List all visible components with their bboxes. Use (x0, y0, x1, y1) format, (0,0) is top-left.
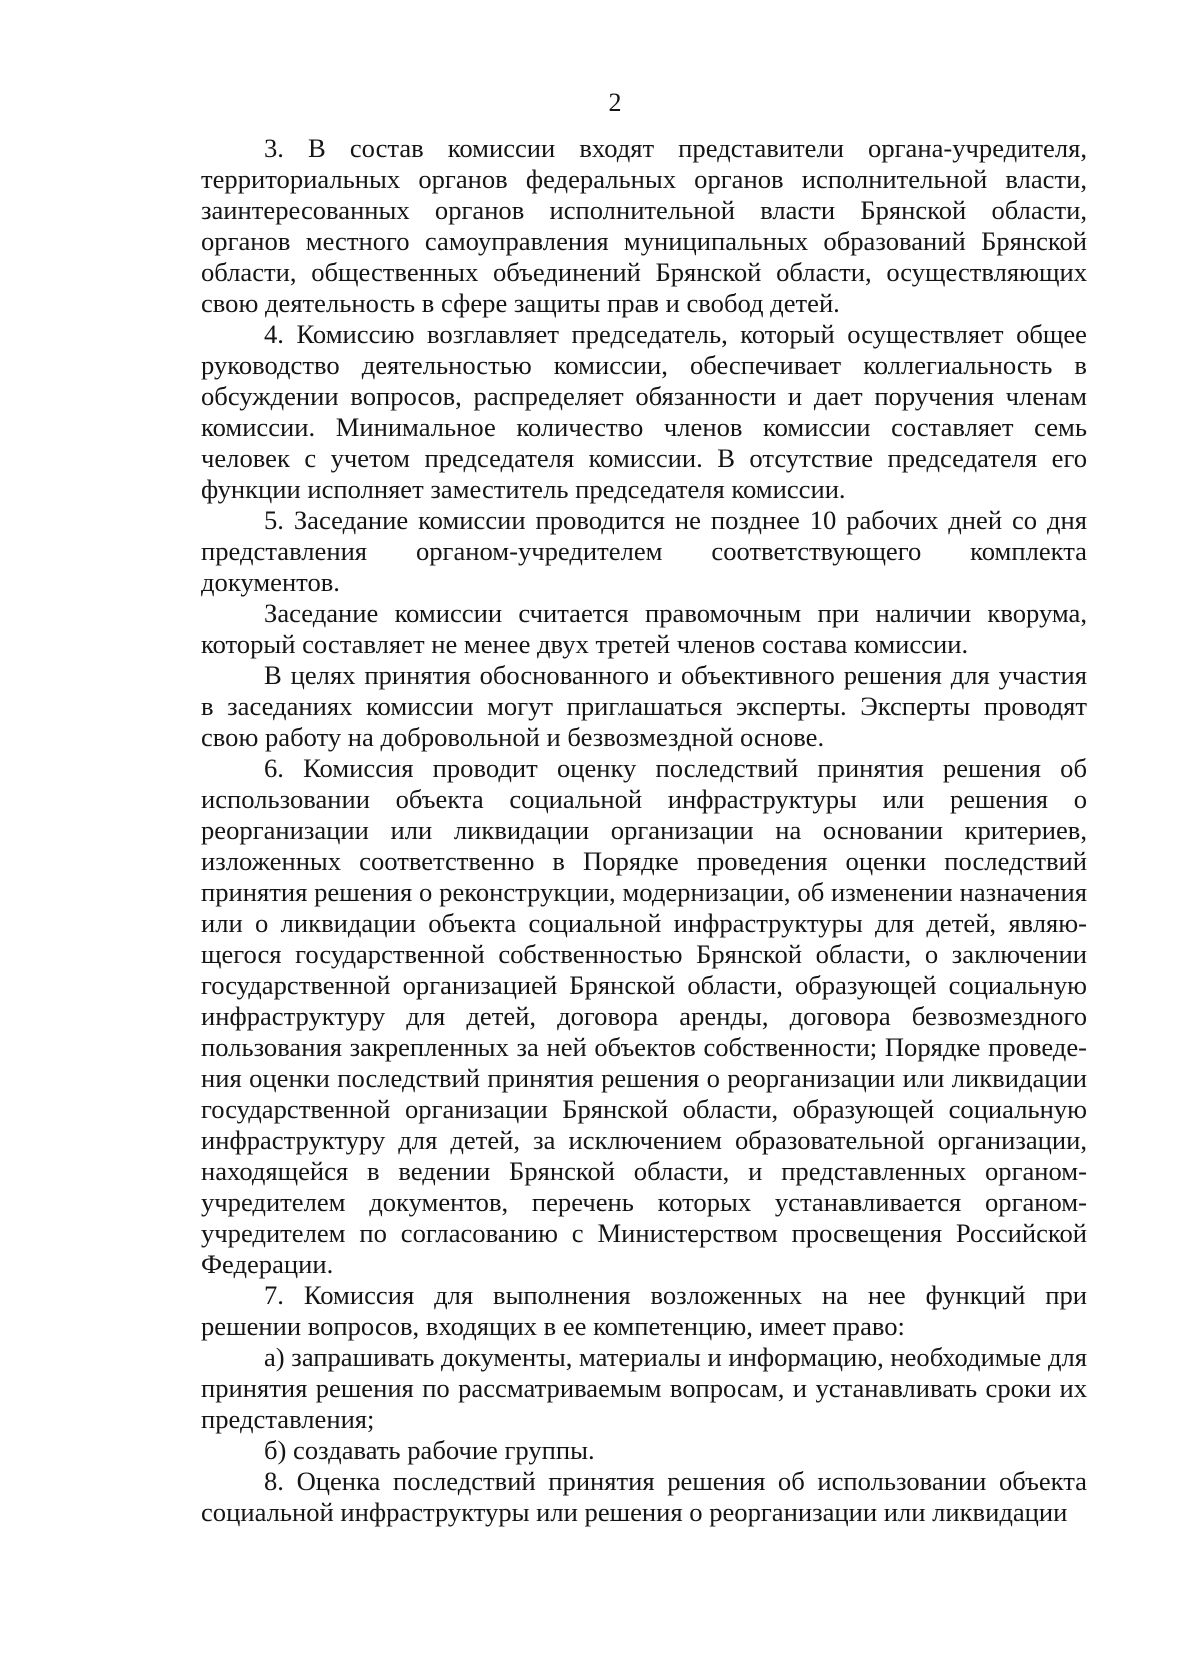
paragraph-5: 5. Заседание комиссии проводится не позднее 10 рабочих дней со дня представления органом-учредителем соответствующего комплекта документов. (201, 505, 1087, 597)
paragraph-7-a: а) запрашивать документы, материалы и информацию, необходимые для принятия решения по рассматриваемым вопросам, и устанавливать сроки их представления; (201, 1342, 1087, 1434)
paragraph-5-experts: В целях принятия обоснованного и объективного решения для участия в заседаниях комиссии могут приглашаться эксперты. Эксперты проводят свою работу на добровольной и безвозмездной основе. (201, 660, 1087, 752)
paragraph-3: 3. В состав комиссии входят представители органа-учредителя, территориальных органов федеральных органов исполнительной власти, заинтересованных органов исполнительной власти Брянской области, органов местного самоуправления муниципальных образований Брянской области, общественных объединений Брянской области, осуществляющих свою деятельность в сфере защиты прав и свобод детей. (201, 133, 1087, 318)
page-number: 2 (608, 88, 622, 117)
paragraph-4: 4. Комиссию возглавляет председатель, который осуществляет общее руководство деятельностью комиссии, обеспечивает коллегиальность в обсуждении вопросов, распределяет обязанности и дает поручения членам комиссии. Минимальное количество членов комиссии составляет семь человек с учетом председателя комиссии. В отсутствие председателя его функции исполняет заместитель председателя комиссии. (201, 319, 1087, 504)
paragraph-7-b: б) создавать рабочие группы. (264, 1435, 595, 1465)
paragraph-5-quorum: Заседание комиссии считается правомочным при наличии кворума, который составляет не менее двух третей членов состава комиссии. (201, 598, 1087, 659)
paragraph-8: 8. Оценка последствий принятия решения об использовании объекта социальной инфраструктуры или решения о реорганизации или ликвидации (201, 1466, 1087, 1527)
paragraph-6: 6. Комиссия проводит оценку последствий принятия решения об использовании объекта социальной инфраструктуры или решения о реорганизации или ликвидации организации на основании критериев, изложенных соответственно в Порядке проведения оценки последствий принятия решения о реконструкции, модернизации, об изменении назначения или о ликвидации объекта социальной инфраструктуры для детей, являющегося государственной собственностью Брянской области, о заключении государственной организацией Брянской области, образующей социальную инфраструктуру для детей, договора аренды, договора безвозмездного пользования закрепленных за ней объектов собственности; Порядке проведения оценки последствий принятия решения о реорганизации или ликвидации государственной организации Брянской области, образующей социальную инфраструктуру для детей, за исключением образовательной организации, находящейся в ведении Брянской области, и представленных органом-учредителем документов, перечень которых устанавливается органом-учредителем по согласованию с Министерством просвещения Российской Федерации. (201, 753, 1087, 1279)
document-body (201, 133, 1087, 1528)
paragraph-7: 7. Комиссия для выполнения возложенных на нее функций при решении вопросов, входящих в ее компетенцию, имеет право: (201, 1280, 1087, 1341)
